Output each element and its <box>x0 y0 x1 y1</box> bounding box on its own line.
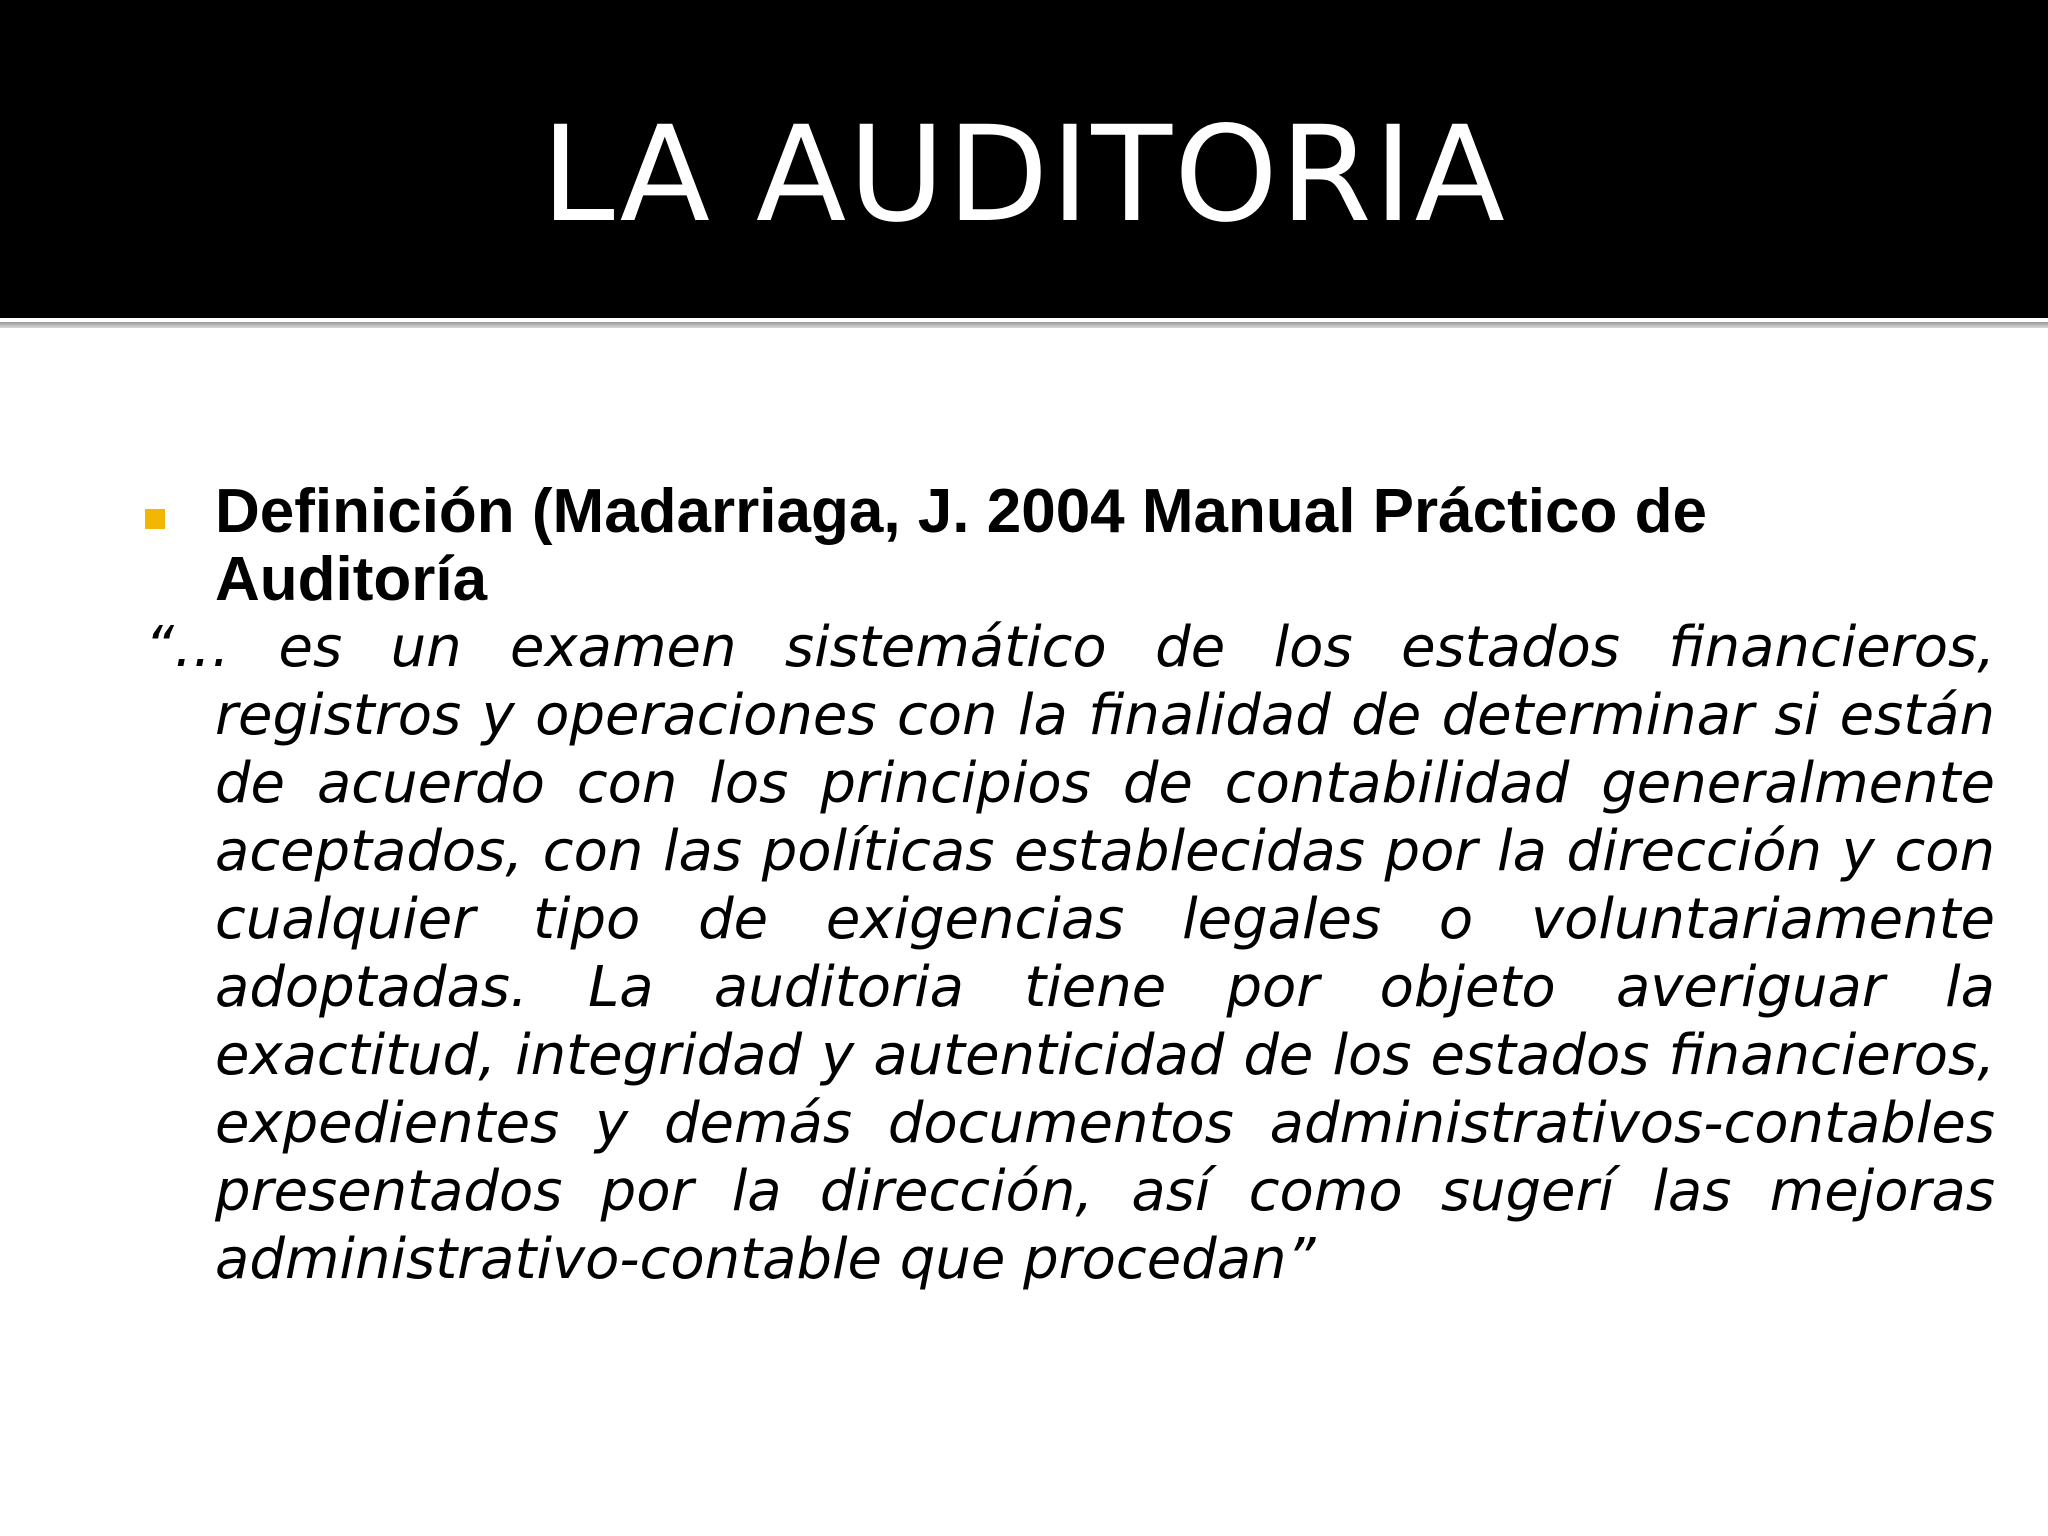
bullet-item <box>145 478 1925 614</box>
square-bullet-icon <box>145 509 165 529</box>
definition-heading: Definición (Madarriaga, J. 2004 Manual Práctico de Auditoría <box>215 477 1707 614</box>
title-band <box>0 0 2048 318</box>
slide-content <box>145 477 1995 1294</box>
definition-quote: “… es un examen sistemático de los estados financieros, registros y operaciones con la finalidad de determinar si están de acuerdo con los principios de contabilidad generalmente aceptados, con las políticas establecidas por la dirección y con cualquier tipo de exigencias legales o voluntariamente adoptadas. La auditoria tiene por objeto averiguar la exactitud, integridad y autenticidad de los estados financieros, expedientes y demás documentos administrativos-contables presentados por la dirección, así como sugerí las mejoras administrativo-contable que procedan” <box>145 615 1995 1292</box>
title-divider <box>0 322 2048 328</box>
slide-title: LA AUDITORIA <box>541 98 1507 252</box>
